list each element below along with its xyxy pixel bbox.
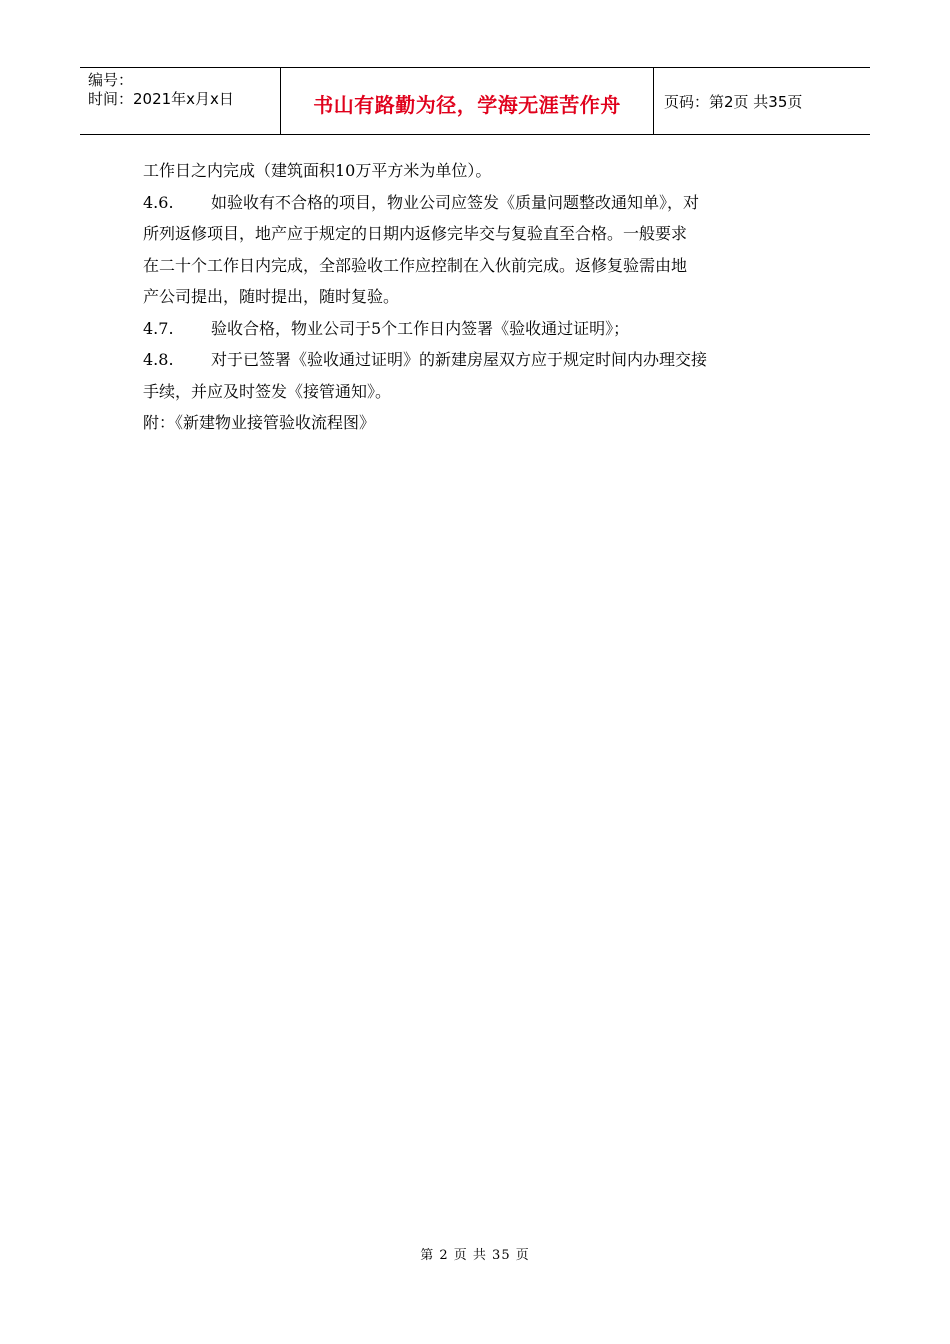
- clause-number: 4.7.: [143, 318, 174, 338]
- paragraph-line: [143, 250, 813, 282]
- paragraph-line: [143, 218, 813, 250]
- paragraph-line: [143, 281, 813, 313]
- header-meta-cell: [80, 68, 281, 134]
- header-motto: 书山有路勤为径，学海无涯苦作舟: [313, 92, 621, 117]
- document-date: 时间：2021年x月x日: [88, 90, 234, 108]
- page-header: [80, 67, 870, 135]
- line-text: 验收合格，物业公司于5个工作日内签署《验收通过证明》；: [211, 318, 630, 338]
- line-text: 对于已签署《验收通过证明》的新建房屋双方应于规定时间内办理交接: [211, 350, 708, 369]
- body-text: [143, 155, 813, 439]
- paragraph-line: [143, 376, 813, 408]
- clause-number: 4.8.: [143, 350, 174, 369]
- header-page-cell: [654, 68, 870, 134]
- footer-page-number: 第 2 页 共 35 页: [420, 1248, 530, 1263]
- line-text: 所列返修项目，地产应于规定的日期内返修完毕交与复验直至合格。一般要求: [143, 224, 688, 243]
- header-page-info: 页码：第2页 共35页: [664, 92, 803, 111]
- line-text: 产公司提出，随时提出，随时复验。: [143, 287, 400, 306]
- line-text: 附：《新建物业接管验收流程图》: [143, 413, 376, 432]
- paragraph-line: [143, 155, 813, 187]
- line-text: 如验收有不合格的项目，物业公司应签发《质量问题整改通知单》，对: [211, 192, 700, 212]
- line-text: 手续，并应及时签发《接管通知》。: [143, 381, 392, 401]
- paragraph-line: [143, 344, 813, 376]
- line-text: 在二十个工作日内完成，全部验收工作应控制在入伙前完成。返修复验需由地: [143, 255, 688, 275]
- paragraph-line: [143, 313, 813, 345]
- line-text: 工作日之内完成（建筑面积10万平方米为单位）。: [143, 161, 492, 180]
- paragraph-line: [143, 187, 813, 219]
- document-number-label: 编号：: [88, 71, 134, 89]
- clause-number: 4.6.: [143, 192, 174, 212]
- header-motto-cell: [281, 68, 654, 134]
- paragraph-line: [143, 407, 813, 439]
- page-footer: [0, 1244, 950, 1263]
